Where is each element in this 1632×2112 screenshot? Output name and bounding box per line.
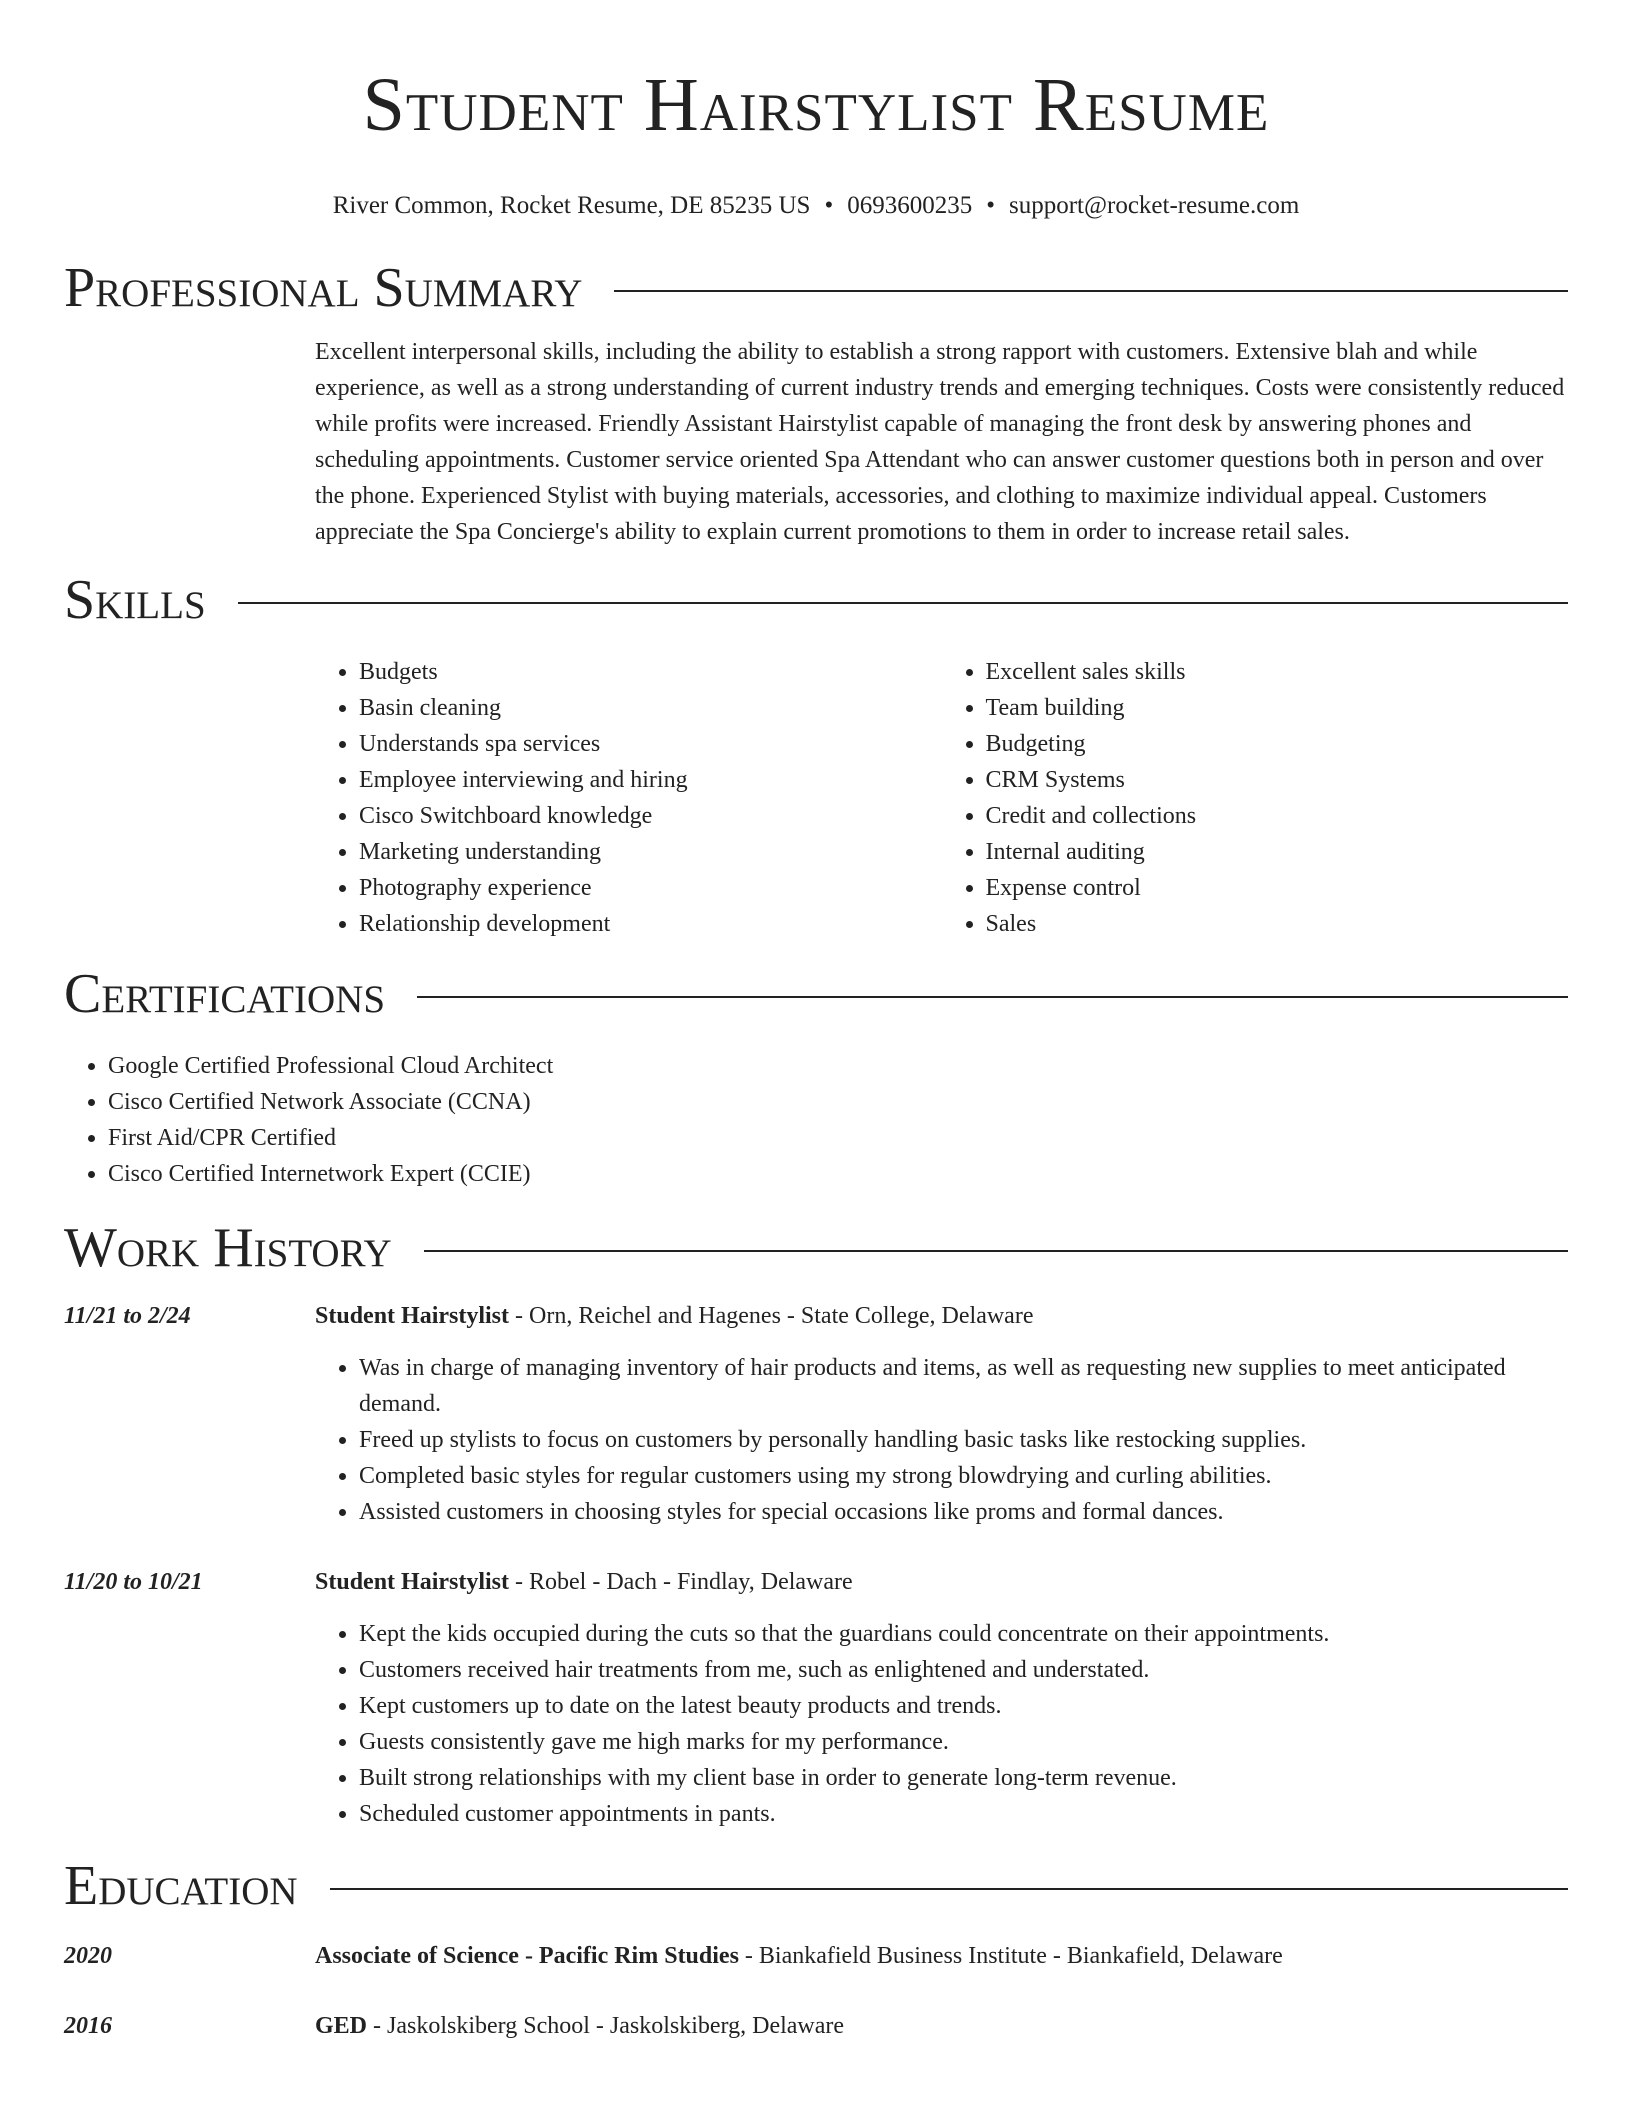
job-dates: 11/21 to 2/24 xyxy=(64,1303,191,1329)
job-bullet: • Freed up stylists to focus on customers by personally handling basic tasks like restocking supplies. xyxy=(359,1422,1568,1458)
skill-item: • Photography experience xyxy=(359,870,942,906)
skills-list xyxy=(315,654,1568,942)
skill-item: • Budgets xyxy=(359,654,942,690)
work-section-header xyxy=(64,1216,1568,1280)
skills-section-header xyxy=(64,568,1568,632)
skill-item: • Credit and collections xyxy=(986,798,1569,834)
education-section-header xyxy=(64,1854,1568,1918)
skill-item: • Sales xyxy=(986,906,1569,942)
skill-item: • Budgeting xyxy=(986,726,1569,762)
certification-item: • Google Certified Professional Cloud Architect xyxy=(108,1048,1568,1084)
resume-title: Student Hairstylist Resume xyxy=(362,63,1270,147)
job-title: Student Hairstylist xyxy=(315,1569,510,1595)
skill-item: • Basin cleaning xyxy=(359,690,942,726)
certification-item: • Cisco Certified Network Associate (CCNA) xyxy=(108,1084,1568,1120)
contact-separator: • xyxy=(986,192,995,219)
skill-item: • Marketing understanding xyxy=(359,834,942,870)
job-bullets xyxy=(315,1616,1568,1832)
job-bullets xyxy=(315,1350,1568,1530)
education-year: 2020 xyxy=(64,1943,112,1969)
section-divider xyxy=(417,996,1568,998)
contact-separator: • xyxy=(824,192,834,219)
section-divider xyxy=(238,602,1568,604)
contact-email[interactable]: support@rocket-resume.com xyxy=(1008,192,1300,219)
job-bullet: • Guests consistently gave me high marks for my performance. xyxy=(359,1724,1568,1760)
education-entry xyxy=(64,2008,1568,2044)
certifications-heading: Certifications xyxy=(64,963,386,1025)
job-entry xyxy=(64,1298,1568,1530)
certifications-list xyxy=(64,1048,1568,1192)
section-divider xyxy=(330,1888,1568,1890)
summary-text: Excellent interpersonal skills, including the ability to establish a strong rapport with customers. Extensive blah and while experience, as well as a strong understanding of current industry trends and emerging techniques. Costs were consistently reduced while profits were increased. Friendly Assistant Hairstylist capable of managing the front desk by answering phones and scheduling appointments. Customer service oriented Spa Attendant who can answer customer questions both in person and over the phone. Experienced Stylist with buying materials, accessories, and clothing to maximize individual appeal. Customers appreciate the Spa Concierge's ability to explain current promotions to them in order to increase retail sales. xyxy=(315,339,1565,545)
job-bullet: • Built strong relationships with my client base in order to generate long-term revenue. xyxy=(359,1760,1568,1796)
education-details: - Jaskolskiberg School - Jaskolskiberg, Delaware xyxy=(367,2013,845,2039)
certifications-section-header xyxy=(64,962,1568,1026)
skill-item: • CRM Systems xyxy=(986,762,1569,798)
education-degree: Associate of Science - Pacific Rim Studies xyxy=(315,1943,739,1969)
education-body xyxy=(315,1938,1568,1974)
work-heading: Work History xyxy=(64,1217,392,1279)
skill-item: • Understands spa services xyxy=(359,726,942,762)
education-degree: GED xyxy=(315,2013,368,2039)
job-dates: 11/20 to 10/21 xyxy=(64,1569,203,1595)
summary-heading: Professional Summary xyxy=(64,257,583,319)
job-bullet: • Customers received hair treatments from me, such as enlightened and understated. xyxy=(359,1652,1568,1688)
contact-phone: 0693600235 xyxy=(847,192,973,219)
skill-item: • Cisco Switchboard knowledge xyxy=(359,798,942,834)
job-body xyxy=(315,1564,1568,1832)
education-year: 2016 xyxy=(64,2013,112,2039)
skill-item: • Excellent sales skills xyxy=(986,654,1569,690)
job-bullet: • Completed basic styles for regular customers using my strong blowdrying and curling abilities. xyxy=(359,1458,1568,1494)
certification-item: • Cisco Certified Internetwork Expert (CCIE) xyxy=(108,1156,1568,1192)
section-divider xyxy=(614,290,1568,292)
education-body xyxy=(315,2008,1568,2044)
skills-column-right xyxy=(942,654,1569,942)
job-bullet: • Kept customers up to date on the latest beauty products and trends. xyxy=(359,1688,1568,1724)
certification-item: • First Aid/CPR Certified xyxy=(108,1120,1568,1156)
section-divider xyxy=(424,1250,1568,1252)
skill-item: • Employee interviewing and hiring xyxy=(359,762,942,798)
job-entry xyxy=(64,1564,1568,1832)
skill-item: • Relationship development xyxy=(359,906,942,942)
job-details: - Robel - Dach - Findlay, Delaware xyxy=(509,1569,853,1595)
skill-item: • Internal auditing xyxy=(986,834,1569,870)
summary-section-header xyxy=(64,256,1568,320)
education-entry xyxy=(64,1938,1568,1974)
contact-address: River Common, Rocket Resume, DE 85235 US xyxy=(332,192,811,219)
skill-item: • Expense control xyxy=(986,870,1569,906)
skills-heading: Skills xyxy=(64,569,206,631)
education-heading: Education xyxy=(64,1855,298,1917)
job-bullet: • Was in charge of managing inventory of hair products and items, as well as requesting new supplies to meet anticipated demand. xyxy=(359,1350,1568,1422)
job-title: Student Hairstylist xyxy=(315,1303,510,1329)
job-details: - Orn, Reichel and Hagenes - State College, Delaware xyxy=(509,1303,1034,1329)
job-bullet: • Assisted customers in choosing styles for special occasions like proms and formal dances. xyxy=(359,1494,1568,1530)
skills-column-left xyxy=(315,654,942,942)
contact-line xyxy=(64,190,1568,222)
skill-item: • Team building xyxy=(986,690,1569,726)
job-header xyxy=(315,1298,1568,1334)
job-header xyxy=(315,1564,1568,1600)
job-bullet: • Kept the kids occupied during the cuts so that the guardians could concentrate on their appointments. xyxy=(359,1616,1568,1652)
job-bullet: • Scheduled customer appointments in pants. xyxy=(359,1796,1568,1832)
education-details: - Biankafield Business Institute - Biankafield, Delaware xyxy=(738,1943,1283,1969)
job-body xyxy=(315,1298,1568,1530)
